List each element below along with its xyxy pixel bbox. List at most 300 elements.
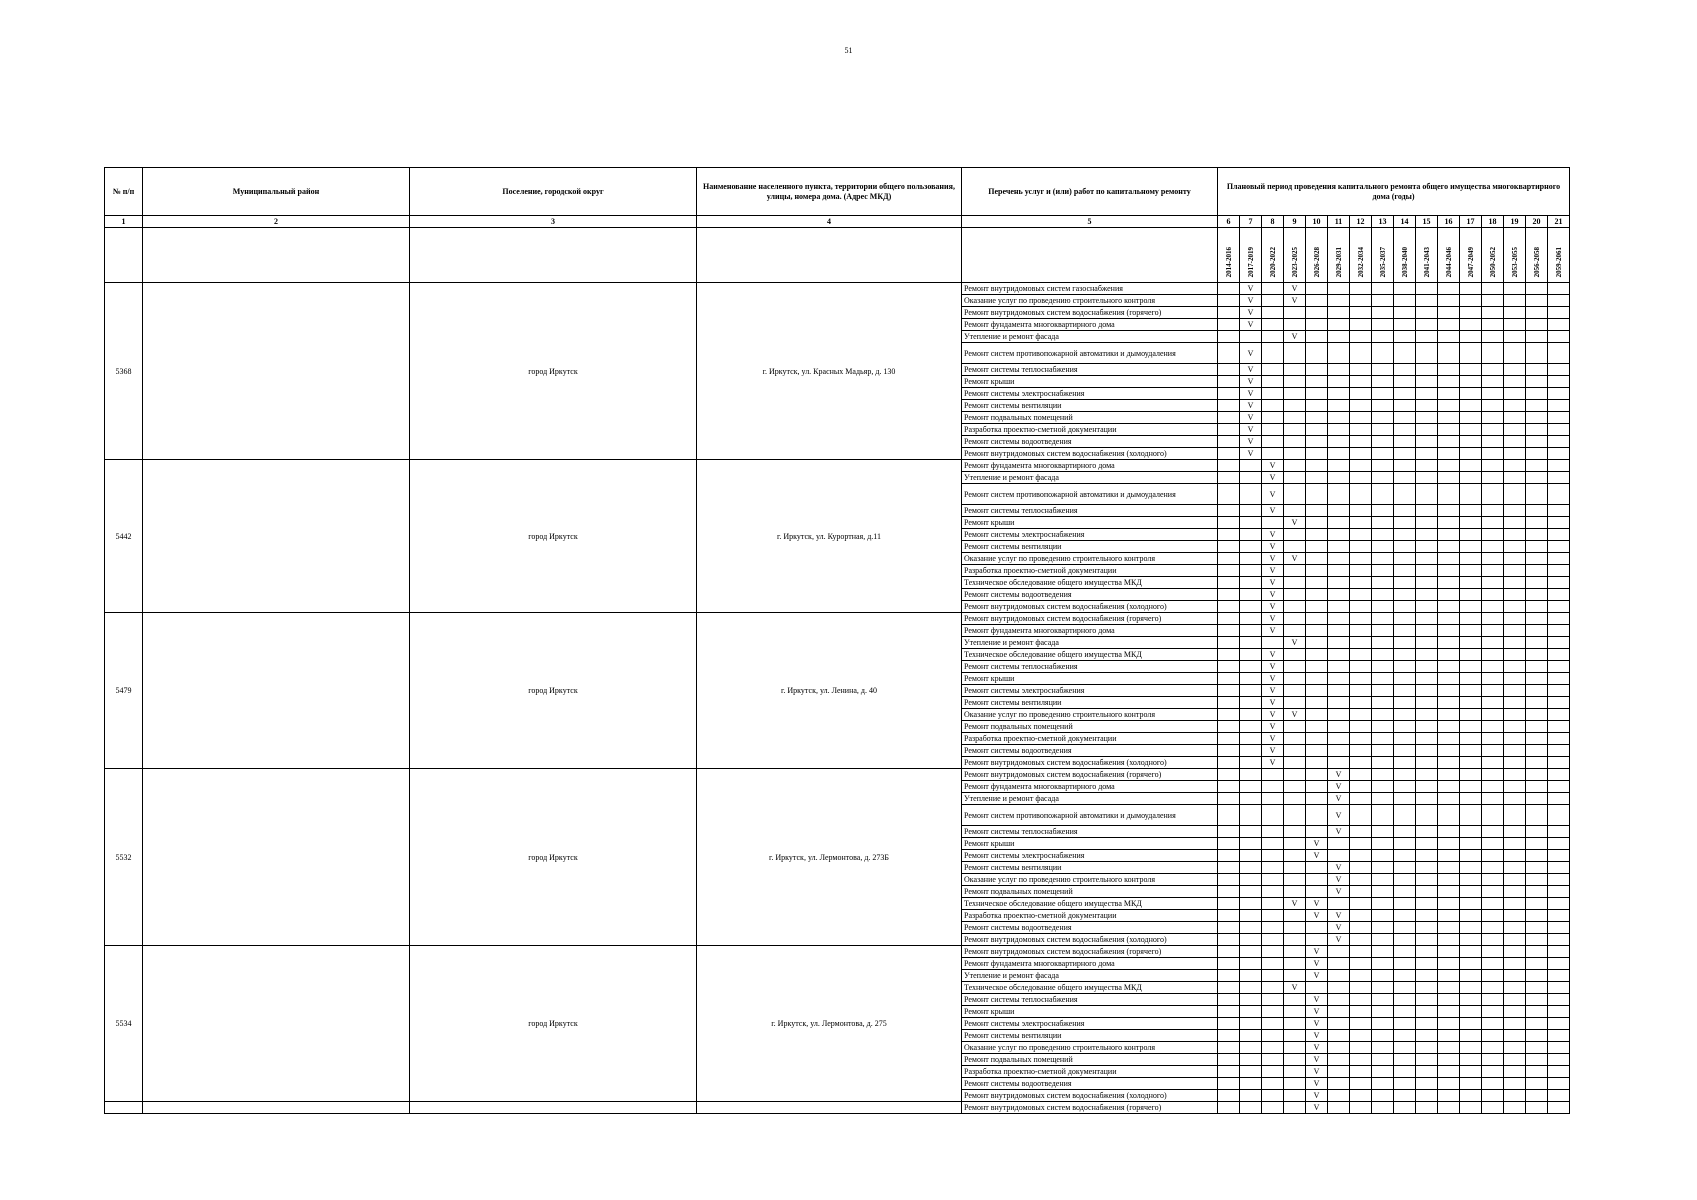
period-empty [1526, 577, 1548, 589]
period-empty [1460, 1018, 1482, 1030]
period-empty [1262, 898, 1284, 910]
period-empty [1482, 697, 1504, 709]
period-empty [1218, 1102, 1240, 1114]
period-empty [1218, 1042, 1240, 1054]
period-empty [1394, 400, 1416, 412]
period-empty [1218, 295, 1240, 307]
period-empty [1526, 553, 1548, 565]
period-empty [1460, 472, 1482, 484]
period-empty [1526, 400, 1548, 412]
period-empty [1262, 922, 1284, 934]
period-empty [1394, 697, 1416, 709]
period-empty [1328, 613, 1350, 625]
period-empty [1438, 295, 1460, 307]
period-empty [1284, 589, 1306, 601]
period-empty [1394, 625, 1416, 637]
period-empty [1372, 649, 1394, 661]
period-empty [1526, 1102, 1548, 1114]
period-empty [1526, 529, 1548, 541]
period-empty [1240, 826, 1262, 838]
period-empty [1438, 283, 1460, 295]
period-empty [1416, 484, 1438, 505]
period-empty [1460, 874, 1482, 886]
period-empty [1218, 994, 1240, 1006]
period-mark: V [1328, 781, 1350, 793]
period-mark: V [1328, 886, 1350, 898]
period-empty [1460, 970, 1482, 982]
period-empty [1460, 781, 1482, 793]
period-empty [1306, 553, 1328, 565]
period-empty [1240, 673, 1262, 685]
period-empty [1416, 1066, 1438, 1078]
period-empty [1548, 400, 1570, 412]
period-empty [1482, 577, 1504, 589]
period-empty [1218, 733, 1240, 745]
period-empty [1394, 910, 1416, 922]
period-empty [1350, 1078, 1372, 1090]
period-empty [1460, 994, 1482, 1006]
period-empty [1526, 295, 1548, 307]
period-empty [1548, 685, 1570, 697]
header-address: Наименование населенного пункта, территории общего пользования, улицы, номера дома. (Адрес МКД) [697, 168, 962, 216]
period-mark: V [1262, 733, 1284, 745]
period-empty [1218, 805, 1240, 826]
period-empty [1438, 472, 1460, 484]
period-mark: V [1240, 400, 1262, 412]
period-empty [1504, 541, 1526, 553]
column-number: 7 [1240, 216, 1262, 228]
period-empty [1240, 781, 1262, 793]
period-empty [1328, 850, 1350, 862]
period-empty [1526, 472, 1548, 484]
period-mark: V [1262, 649, 1284, 661]
record-settlement: город Иркутск [410, 769, 697, 946]
period-empty [1350, 565, 1372, 577]
period-empty [1504, 661, 1526, 673]
period-empty [1548, 307, 1570, 319]
period-empty [1328, 601, 1350, 613]
period-empty [1482, 529, 1504, 541]
period-empty [1394, 874, 1416, 886]
period-empty [1328, 1078, 1350, 1090]
period-empty [1504, 364, 1526, 376]
period-empty [1526, 994, 1548, 1006]
work-name: Ремонт системы вентиляции [962, 400, 1218, 412]
header-row [105, 168, 1570, 216]
period-empty [1438, 601, 1460, 613]
period-mark: V [1262, 685, 1284, 697]
period-empty [1394, 1066, 1416, 1078]
period-empty [1372, 307, 1394, 319]
period-empty [1372, 472, 1394, 484]
period-mark: V [1306, 1006, 1328, 1018]
period-empty [1548, 601, 1570, 613]
period-empty [1526, 862, 1548, 874]
period-empty [1218, 388, 1240, 400]
period-empty [1548, 460, 1570, 472]
period-empty [1394, 1078, 1416, 1090]
period-empty [1526, 424, 1548, 436]
period-empty [1328, 1042, 1350, 1054]
period-empty [1482, 541, 1504, 553]
period-empty [1328, 757, 1350, 769]
work-name: Утепление и ремонт фасада [962, 637, 1218, 649]
period-empty [1548, 874, 1570, 886]
column-number: 10 [1306, 216, 1328, 228]
period-empty [1240, 862, 1262, 874]
period-empty [1240, 886, 1262, 898]
work-name: Ремонт системы теплоснабжения [962, 994, 1218, 1006]
period-empty [1262, 1066, 1284, 1078]
period-empty [1284, 448, 1306, 460]
period-empty [1482, 319, 1504, 331]
work-name: Ремонт внутридомовых систем водоснабжения (холодного) [962, 934, 1218, 946]
period-empty [1218, 769, 1240, 781]
period-empty [1284, 364, 1306, 376]
period-empty [1262, 886, 1284, 898]
period-empty [1372, 826, 1394, 838]
period-empty [1284, 376, 1306, 388]
period-empty [1218, 577, 1240, 589]
period-empty [1328, 541, 1350, 553]
period-empty [1504, 400, 1526, 412]
work-name: Ремонт внутридомовых систем газоснабжения [962, 283, 1218, 295]
period-empty [1372, 331, 1394, 343]
period-mark: V [1284, 553, 1306, 565]
period-empty [1218, 637, 1240, 649]
period-empty [1438, 994, 1460, 1006]
period-empty [1328, 505, 1350, 517]
period-mark: V [1306, 958, 1328, 970]
period-empty [1350, 553, 1372, 565]
record-settlement [410, 1102, 697, 1114]
period-empty [1350, 946, 1372, 958]
period-empty [1548, 613, 1570, 625]
period-empty [1350, 781, 1372, 793]
period-text: 2041-2043 [1422, 246, 1431, 277]
period-empty [1262, 982, 1284, 994]
period-empty [1350, 529, 1372, 541]
work-name: Разработка проектно-сметной документации [962, 1066, 1218, 1078]
period-empty [1482, 637, 1504, 649]
period-empty [1416, 541, 1438, 553]
record-address: г. Иркутск, ул. Ленина, д. 40 [697, 613, 962, 769]
work-name: Утепление и ремонт фасада [962, 793, 1218, 805]
period-empty [1218, 1054, 1240, 1066]
period-mark: V [1262, 577, 1284, 589]
period-empty [1394, 565, 1416, 577]
period-empty [1482, 1066, 1504, 1078]
period-empty [1218, 613, 1240, 625]
period-empty [1394, 307, 1416, 319]
period-empty [1460, 376, 1482, 388]
period-empty [1372, 388, 1394, 400]
period-empty [1438, 364, 1460, 376]
period-empty [1438, 649, 1460, 661]
record-number: 5368 [105, 283, 143, 460]
period-empty [1240, 769, 1262, 781]
period-empty [1218, 958, 1240, 970]
period-empty [1526, 1018, 1548, 1030]
period-empty [1240, 910, 1262, 922]
period-empty [1438, 709, 1460, 721]
period-empty [1548, 625, 1570, 637]
period-mark: V [1306, 850, 1328, 862]
period-empty [1240, 472, 1262, 484]
period-empty [1504, 613, 1526, 625]
period-empty [1438, 850, 1460, 862]
period-empty [1438, 388, 1460, 400]
period-empty [1262, 331, 1284, 343]
column-number: 1 [105, 216, 143, 228]
period-empty [1482, 388, 1504, 400]
period-empty [1218, 1090, 1240, 1102]
period-empty [1394, 529, 1416, 541]
period-empty [1482, 757, 1504, 769]
period-empty [1548, 898, 1570, 910]
work-name: Ремонт фундамента многоквартирного дома [962, 781, 1218, 793]
period-empty [1394, 850, 1416, 862]
period-empty [1262, 388, 1284, 400]
period-empty [1460, 388, 1482, 400]
period-empty [1438, 1102, 1460, 1114]
period-empty [1548, 472, 1570, 484]
period-empty [1394, 364, 1416, 376]
period-empty [1262, 793, 1284, 805]
period-empty [1240, 529, 1262, 541]
period-empty [1394, 1102, 1416, 1114]
period-empty [1394, 793, 1416, 805]
period-empty [1504, 838, 1526, 850]
period-blank-cell [410, 228, 697, 283]
period-label [1262, 228, 1284, 283]
period-empty [1526, 757, 1548, 769]
period-empty [1350, 448, 1372, 460]
period-empty [1548, 934, 1570, 946]
period-empty [1284, 994, 1306, 1006]
period-empty [1394, 661, 1416, 673]
period-empty [1482, 1030, 1504, 1042]
period-empty [1350, 505, 1372, 517]
period-empty [1372, 343, 1394, 364]
period-mark: V [1328, 826, 1350, 838]
period-text: 2050-2052 [1488, 246, 1497, 277]
period-empty [1416, 697, 1438, 709]
period-empty [1394, 553, 1416, 565]
period-mark: V [1240, 364, 1262, 376]
period-empty [1284, 838, 1306, 850]
period-empty [1218, 826, 1240, 838]
period-empty [1526, 886, 1548, 898]
period-empty [1218, 529, 1240, 541]
period-empty [1460, 400, 1482, 412]
period-empty [1240, 1054, 1262, 1066]
period-empty [1262, 307, 1284, 319]
period-empty [1504, 781, 1526, 793]
period-mark: V [1240, 412, 1262, 424]
period-empty [1262, 862, 1284, 874]
period-label [1504, 228, 1526, 283]
period-empty [1526, 1090, 1548, 1102]
work-name: Ремонт фундамента многоквартирного дома [962, 460, 1218, 472]
record-address: г. Иркутск, ул. Лермонтова, д. 275 [697, 946, 962, 1102]
period-empty [1548, 295, 1570, 307]
period-empty [1350, 1066, 1372, 1078]
period-empty [1504, 946, 1526, 958]
period-empty [1240, 649, 1262, 661]
period-empty [1306, 331, 1328, 343]
work-name: Ремонт внутридомовых систем водоснабжения (горячего) [962, 946, 1218, 958]
period-mark: V [1262, 460, 1284, 472]
period-empty [1438, 1006, 1460, 1018]
period-mark: V [1306, 946, 1328, 958]
period-empty [1284, 472, 1306, 484]
work-name: Ремонт системы вентиляции [962, 1030, 1218, 1042]
period-empty [1482, 994, 1504, 1006]
period-empty [1482, 436, 1504, 448]
period-empty [1526, 721, 1548, 733]
period-empty [1372, 484, 1394, 505]
period-empty [1284, 946, 1306, 958]
period-empty [1394, 757, 1416, 769]
period-empty [1350, 982, 1372, 994]
period-empty [1328, 970, 1350, 982]
period-empty [1328, 436, 1350, 448]
period-empty [1328, 1066, 1350, 1078]
work-row [105, 1102, 1570, 1114]
period-empty [1350, 1102, 1372, 1114]
period-empty [1526, 436, 1548, 448]
period-empty [1372, 412, 1394, 424]
period-empty [1284, 649, 1306, 661]
period-empty [1218, 946, 1240, 958]
period-empty [1526, 484, 1548, 505]
period-empty [1504, 805, 1526, 826]
period-empty [1438, 958, 1460, 970]
period-empty [1306, 460, 1328, 472]
period-mark: V [1240, 319, 1262, 331]
period-empty [1394, 673, 1416, 685]
period-empty [1548, 319, 1570, 331]
period-empty [1372, 1054, 1394, 1066]
period-empty [1526, 850, 1548, 862]
period-empty [1372, 505, 1394, 517]
period-empty [1416, 1018, 1438, 1030]
period-empty [1460, 484, 1482, 505]
period-empty [1416, 295, 1438, 307]
period-empty [1306, 757, 1328, 769]
period-empty [1262, 826, 1284, 838]
period-empty [1262, 1018, 1284, 1030]
period-empty [1416, 331, 1438, 343]
period-mark: V [1284, 637, 1306, 649]
period-empty [1416, 910, 1438, 922]
period-empty [1438, 613, 1460, 625]
period-empty [1240, 460, 1262, 472]
period-empty [1416, 673, 1438, 685]
period-empty [1240, 637, 1262, 649]
period-empty [1438, 745, 1460, 757]
period-empty [1328, 649, 1350, 661]
period-empty [1438, 862, 1460, 874]
period-empty [1482, 886, 1504, 898]
period-empty [1328, 484, 1350, 505]
period-empty [1262, 400, 1284, 412]
period-empty [1548, 850, 1570, 862]
column-number: 12 [1350, 216, 1372, 228]
period-empty [1218, 934, 1240, 946]
period-empty [1284, 1078, 1306, 1090]
period-empty [1394, 436, 1416, 448]
period-empty [1372, 757, 1394, 769]
period-empty [1284, 1018, 1306, 1030]
period-empty [1284, 922, 1306, 934]
period-empty [1262, 1102, 1284, 1114]
period-empty [1482, 946, 1504, 958]
period-empty [1460, 838, 1482, 850]
period-empty [1482, 1018, 1504, 1030]
period-empty [1394, 685, 1416, 697]
period-empty [1460, 283, 1482, 295]
period-empty [1482, 613, 1504, 625]
period-blank-cell [697, 228, 962, 283]
period-empty [1306, 733, 1328, 745]
period-empty [1394, 589, 1416, 601]
period-empty [1218, 448, 1240, 460]
period-empty [1328, 733, 1350, 745]
period-mark: V [1306, 1054, 1328, 1066]
period-mark: V [1306, 1030, 1328, 1042]
work-row [105, 460, 1570, 472]
period-empty [1438, 541, 1460, 553]
period-empty [1438, 1018, 1460, 1030]
period-empty [1262, 319, 1284, 331]
period-empty [1526, 697, 1548, 709]
period-empty [1372, 781, 1394, 793]
period-empty [1438, 793, 1460, 805]
period-empty [1328, 460, 1350, 472]
period-empty [1394, 934, 1416, 946]
period-empty [1438, 946, 1460, 958]
period-empty [1460, 637, 1482, 649]
period-empty [1284, 673, 1306, 685]
period-label [1306, 228, 1328, 283]
period-empty [1284, 733, 1306, 745]
period-empty [1482, 400, 1504, 412]
period-empty [1548, 862, 1570, 874]
period-mark: V [1262, 529, 1284, 541]
period-empty [1350, 898, 1372, 910]
period-empty [1240, 661, 1262, 673]
period-empty [1350, 1054, 1372, 1066]
period-mark: V [1306, 1078, 1328, 1090]
period-empty [1306, 862, 1328, 874]
period-empty [1394, 898, 1416, 910]
period-empty [1284, 697, 1306, 709]
period-empty [1328, 412, 1350, 424]
period-empty [1284, 601, 1306, 613]
period-empty [1240, 685, 1262, 697]
period-empty [1240, 613, 1262, 625]
period-empty [1328, 745, 1350, 757]
period-empty [1372, 697, 1394, 709]
period-empty [1460, 1030, 1482, 1042]
period-empty [1460, 934, 1482, 946]
period-empty [1218, 886, 1240, 898]
period-text: 2032-2034 [1356, 246, 1365, 277]
period-empty [1262, 295, 1284, 307]
period-empty [1350, 331, 1372, 343]
